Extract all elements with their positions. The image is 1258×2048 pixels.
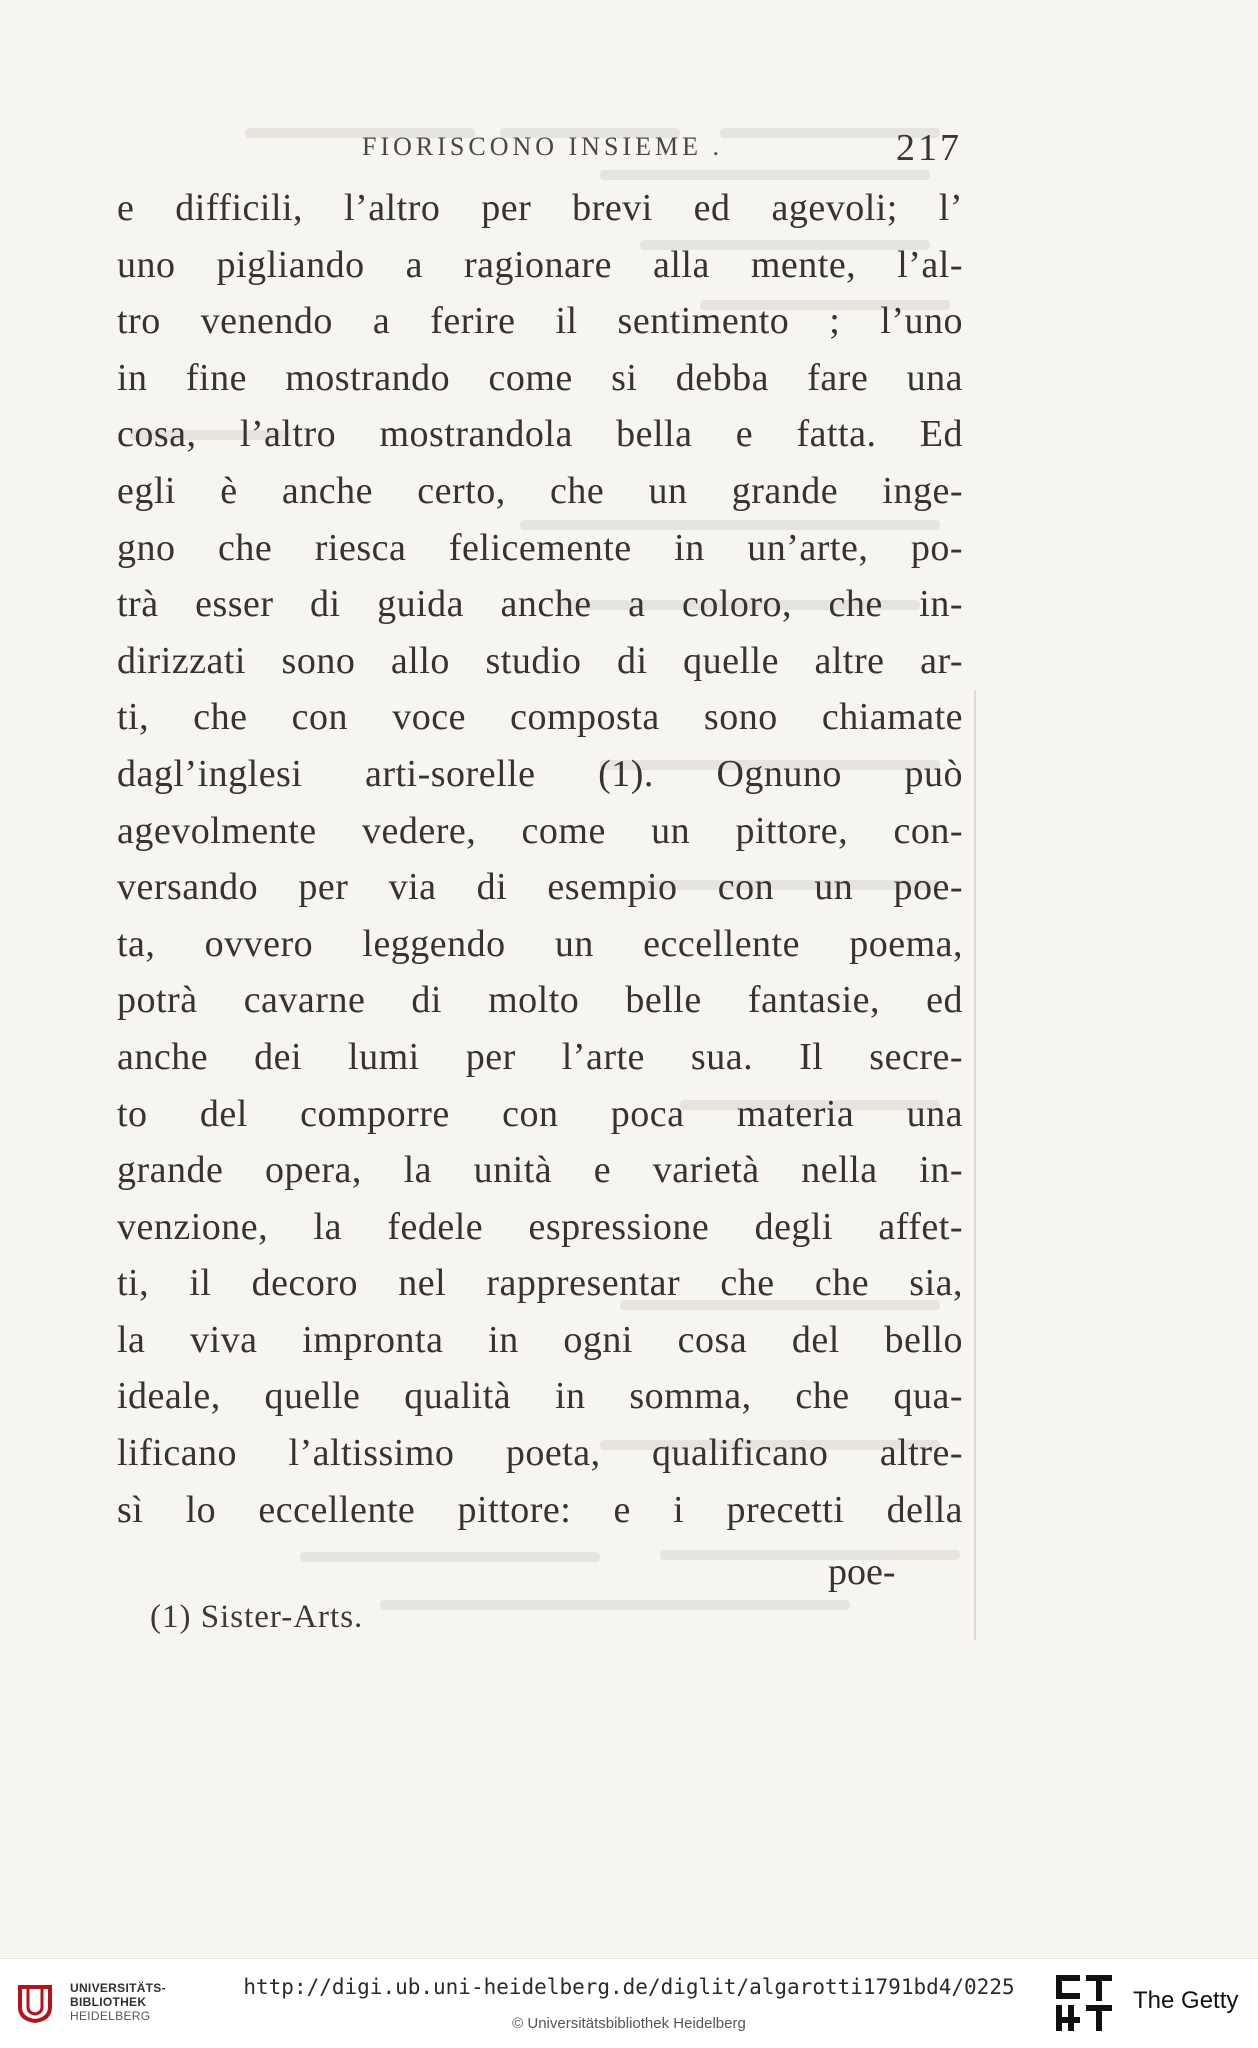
running-head: FIORISCONO INSIEME . xyxy=(362,132,723,161)
text-line: to del comporre con poca materia una xyxy=(117,1092,963,1135)
text-line: cosa, l’altro mostrandola bella e fatta. Ed xyxy=(117,413,963,456)
getty-logo-icon xyxy=(1054,1973,1114,2033)
text-line: dirizzati sono allo studio di quelle altre ar- xyxy=(117,639,963,682)
body-text xyxy=(117,180,963,1538)
copyright-notice: © Universitätsbibliothek Heidelberg xyxy=(512,2015,746,2032)
text-line: uno pigliando a ragionare alla mente, l’al- xyxy=(117,243,963,286)
getty-name: The Getty xyxy=(1133,1987,1239,2014)
footnote: (1) Sister-Arts. xyxy=(150,1599,364,1635)
text-line: in fine mostrando come si debba fare una xyxy=(117,356,963,399)
text-line: ta, ovvero leggendo un eccellente poema, xyxy=(117,922,963,965)
library-name-line: UNIVERSITÄTS- xyxy=(70,1981,166,1995)
text-line: potrà cavarne di molto belle fantasie, ed xyxy=(117,979,963,1022)
text-line: agevolmente vedere, come un pittore, con- xyxy=(117,809,963,852)
catchword: poe- xyxy=(828,1551,896,1593)
text-line: sì lo eccellente pittore: e i precetti della xyxy=(117,1488,963,1531)
text-line: trà esser di guida anche a coloro, che in- xyxy=(117,583,963,626)
permalink-url[interactable]: http://digi.ub.uni-heidelberg.de/diglit/algarotti1791bd4/0225 xyxy=(243,1975,1015,1999)
text-line: e difficili, l’altro per brevi ed agevoli; l’ xyxy=(117,187,963,229)
text-line: anche dei lumi per l’arte sua. Il secre- xyxy=(117,1035,963,1078)
text-line: ideale, quelle qualità in somma, che qua- xyxy=(117,1375,963,1418)
text-line: versando per via di esempio con un poe- xyxy=(117,866,963,909)
text-line: la viva impronta in ogni cosa del bello xyxy=(117,1318,963,1361)
library-name-line: BIBLIOTHEK xyxy=(70,1995,147,2009)
text-line: egli è anche certo, che un grande inge- xyxy=(117,469,963,512)
text-line: ti, il decoro nel rappresentar che che sia, xyxy=(117,1262,963,1305)
text-line: gno che riesca felicemente in un’arte, po- xyxy=(117,526,963,569)
text-line: tro venendo a ferire il sentimento ; l’uno xyxy=(117,300,963,343)
page-number: 217 xyxy=(896,127,962,169)
text-line: dagl’inglesi arti-sorelle (1). Ognuno può xyxy=(117,752,963,795)
library-name-line: HEIDELBERG xyxy=(70,2009,151,2023)
text-line: grande opera, la unità e varietà nella in- xyxy=(117,1149,963,1192)
text-line: lificano l’altissimo poeta, qualificano altre- xyxy=(117,1432,963,1475)
text-line: ti, che con voce composta sono chiamate xyxy=(117,696,963,739)
text-line: venzione, la fedele espressione degli affet- xyxy=(117,1205,963,1248)
viewer-footer xyxy=(0,1958,1258,2048)
